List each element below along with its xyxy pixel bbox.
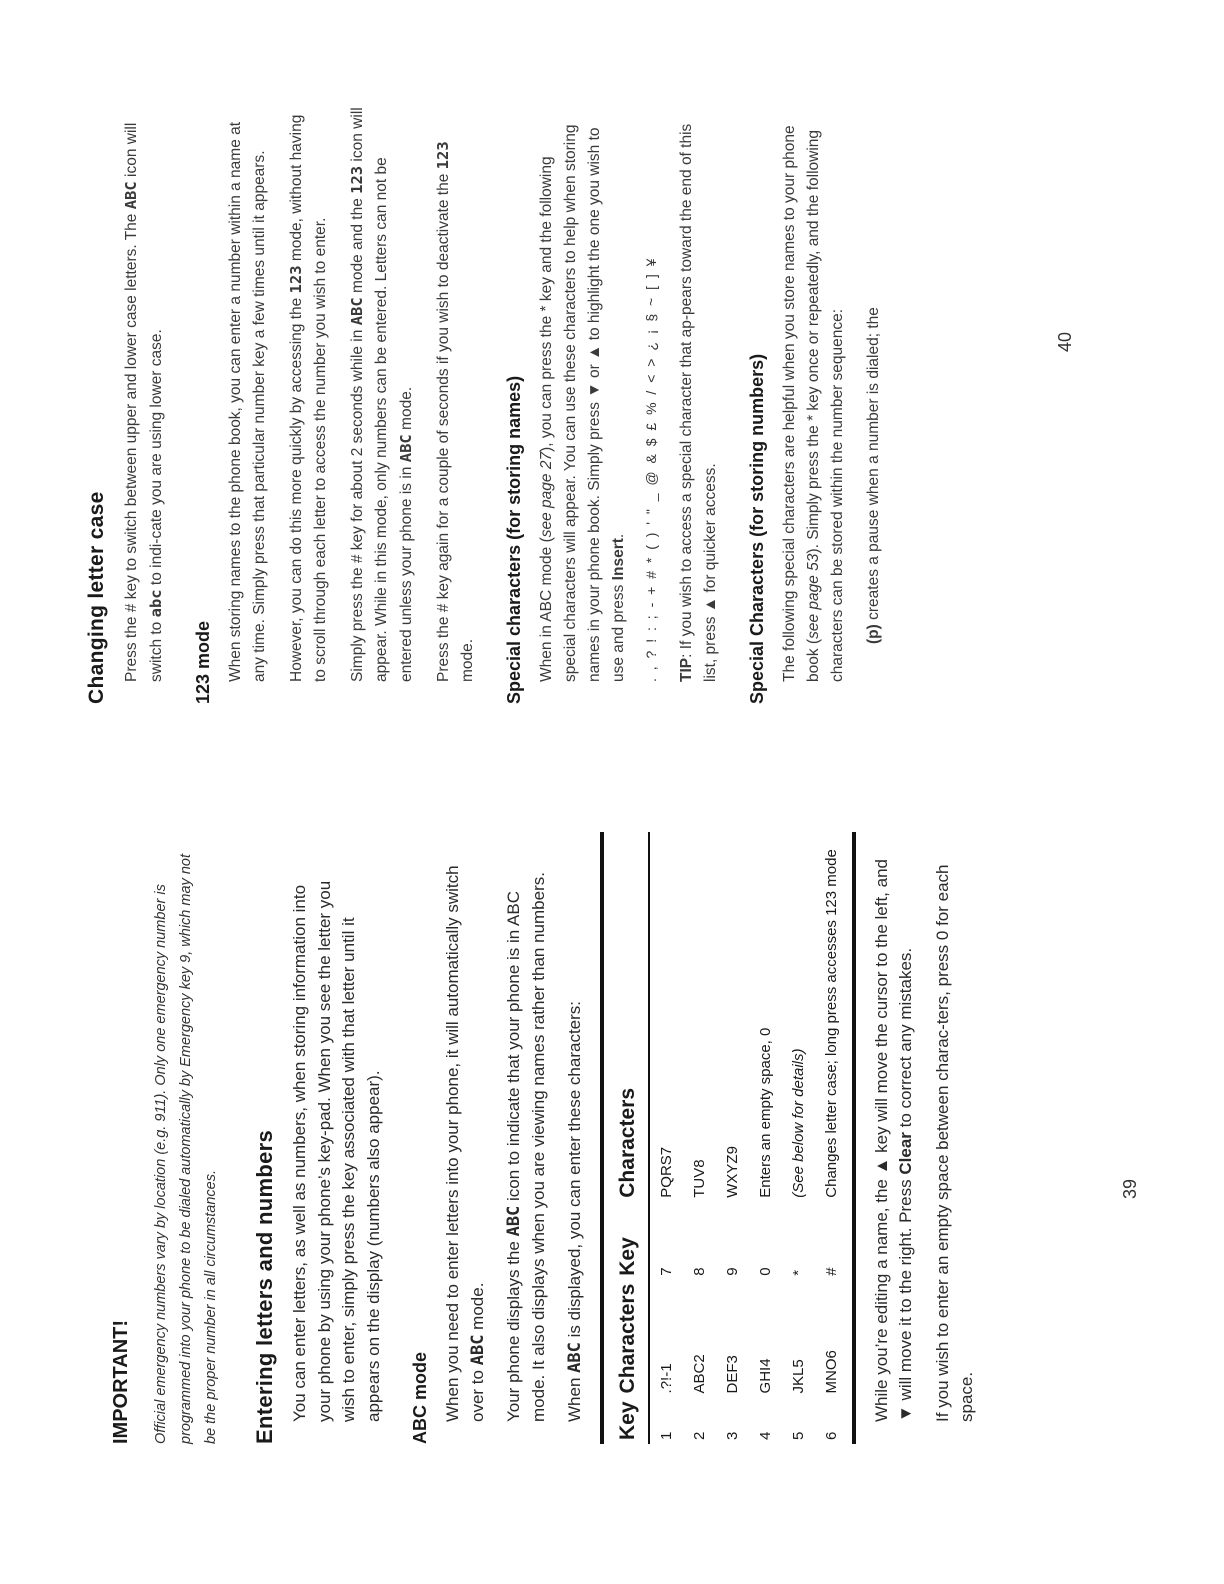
mode-123-paragraph-3	[345, 104, 419, 682]
abc-p1-text-a: When you need to enter letters into your phone, it will automatically switch over to	[443, 865, 487, 1422]
abc-lower-icon: abc	[147, 589, 165, 618]
table-cell: 9	[723, 1267, 741, 1276]
pause-text: creates a pause when a number is dialed; the	[865, 307, 882, 620]
mode-123-icon: 123	[434, 141, 452, 170]
abc-icon: ABC	[565, 1342, 585, 1373]
see-page-ref: see page 53	[805, 553, 822, 639]
case-text-b: icon will switch to	[123, 122, 165, 682]
table-cell: 7	[657, 1267, 675, 1276]
special-numbers-heading: Special Characters (for storing numbers)	[747, 353, 767, 704]
table-cell: 0	[756, 1267, 774, 1276]
table-cell: MNO6	[815, 1280, 854, 1398]
mode-123-heading: 123 mode	[193, 620, 213, 704]
special-characters-list: . , ? ! : ; - + # * ( ) ' " _ @ & $ £ % / < > ¿ ¡ § ~ [ ] ¥	[643, 256, 659, 682]
mode-123-paragraph-4	[431, 104, 480, 682]
left-column	[110, 849, 992, 1444]
abc-p2-text-a: Your phone displays the	[504, 1241, 523, 1422]
table-cell: (See below for details)	[789, 1048, 807, 1198]
table-header-key: Key	[602, 1202, 649, 1280]
table-cell: 8	[690, 1267, 708, 1276]
table-row	[782, 832, 815, 1444]
special-names-heading: Special characters (for storing names)	[504, 375, 524, 704]
special-names-paragraph	[535, 104, 631, 682]
table-row	[716, 832, 749, 1444]
table-cell: .?!-1	[657, 1363, 675, 1394]
important-heading: IMPORTANT!	[110, 1319, 132, 1444]
special-names-text-a: When in ABC mode (	[538, 537, 555, 682]
see-page-ref: see page 27	[538, 451, 555, 538]
table-cell: *	[789, 1269, 807, 1276]
table-header-characters: Characters	[602, 1280, 649, 1398]
table-cell: TUV8	[690, 1159, 708, 1198]
abc-icon: ABC	[122, 181, 140, 210]
special-numbers-text-a: The following special characters are helpful when you store names to your phone book (	[781, 125, 822, 682]
abc-paragraph-1	[441, 854, 490, 1422]
abc-p3-text-a: When	[565, 1377, 584, 1422]
table-cell: 2	[690, 1431, 708, 1440]
abc-icon: ABC	[467, 1334, 488, 1366]
mode-123-p2-text-a: However, you can do this more quickly by accessing the	[288, 297, 305, 682]
tip-label: TIP	[678, 657, 695, 682]
pause-paragraph	[862, 104, 886, 644]
tip-text: : If you wish to access a special character that ap-pears toward the end of this list, press ▲ for quicker access.	[678, 123, 719, 682]
table-cell: WXYZ9	[723, 1146, 741, 1198]
case-paragraph	[119, 104, 169, 682]
changing-case-heading: Changing letter case	[85, 491, 108, 704]
page-number: 40	[1055, 331, 1075, 352]
table-row	[815, 832, 854, 1444]
mode-123-p3-text-a: Simply press the # key for about 2 seconds while in	[349, 329, 366, 682]
abc-p3-text-b: is displayed, you can enter these characters:	[565, 1000, 584, 1338]
case-text-a: Press the # key to switch between upper and lower case letters. The	[123, 213, 140, 682]
section-title: Entering letters and numbers	[252, 1129, 277, 1444]
table-cell: 4	[756, 1431, 774, 1440]
mode-123-p2-text-b: mode, without having to scroll through each letter to access the number you wish to enter.	[288, 114, 329, 682]
special-names-text-b: ), you can press the * key and the following special characters will appear. You can use these characters to help when storing names in your phone book. Simply press ▼ or ▲ to highlight the one you wish to use and press	[538, 124, 627, 682]
table-cell: Enters an empty space, 0	[756, 1027, 774, 1198]
page-number: 39	[1120, 1178, 1140, 1199]
abc-p1-text-b: mode.	[467, 1282, 487, 1330]
table-row	[749, 832, 782, 1444]
intro-paragraph: You can enter letters, as well as numbers, when storing information into your phone by using your phone’s key-pad. When you see the letter you wish to enter, simply press the key associated with that letter until it appears on the display (numbers also appear).	[290, 880, 383, 1422]
abc-paragraph-2	[502, 854, 551, 1422]
space-paragraph: If you wish to enter an empty space between charac-ters, press 0 for each space.	[932, 864, 976, 1422]
insert-key-label: Insert	[610, 538, 627, 581]
table-cell: JKL5	[789, 1359, 807, 1394]
table-cell: Changes letter case; long press accesses 123 mode	[815, 832, 854, 1202]
tip-paragraph	[675, 104, 723, 682]
important-note: Official emergency numbers vary by location (e.g. 911). Only one emergency number is programmed into your phone to be dialed automatically by Emergency key 9, which may not be the proper number in all circumstances.	[153, 854, 219, 1444]
case-text-c: to indi-cate you are using lower case.	[148, 329, 165, 586]
edit-text-b: to correct any mistakes.	[896, 947, 915, 1128]
abc-icon: ABC	[397, 434, 415, 463]
mode-123-icon: 123	[348, 165, 366, 194]
mode-123-p3-text-b: mode and the	[349, 198, 366, 293]
table-row	[683, 832, 716, 1444]
special-numbers-paragraph	[778, 104, 850, 682]
mode-123-p4-text-b: mode.	[459, 638, 476, 682]
abc-paragraph-3	[563, 854, 588, 1422]
mode-123-p3-text-c: icon will appear. While in this mode, only numbers can be entered. Letters can not be entered unless your phone is in	[349, 107, 415, 682]
edit-text-a: While you’re editing a name, the ▲ key will move the cursor to the left, and ▼ will move it to the right. Press	[871, 859, 915, 1422]
table-cell: 5	[789, 1431, 807, 1440]
clear-key-label: Clear	[896, 1132, 915, 1175]
special-names-text-c: .	[610, 533, 627, 539]
table-header-key: Key	[602, 1397, 649, 1444]
table-cell: ABC2	[690, 1354, 708, 1394]
abc-mode-heading: ABC mode	[410, 1351, 430, 1444]
key-characters-table	[600, 832, 856, 1444]
table-cell: PQRS7	[657, 1146, 675, 1198]
mode-123-icon: 123	[287, 265, 305, 294]
table-row	[649, 832, 683, 1444]
pause-label: (p)	[865, 624, 882, 644]
page-39	[0, 792, 1224, 1584]
table-cell: GHI4	[756, 1358, 774, 1394]
table-header-characters: Characters	[602, 832, 649, 1202]
table-cell: DEF3	[723, 1355, 741, 1394]
table-cell: 3	[723, 1431, 741, 1440]
table-cell: 6	[815, 1397, 854, 1444]
special-numbers-text-b: ). Simply press the * key once or repeatedly, and the following characters can be stored within the number sequence:	[805, 129, 846, 682]
mode-123-p4-text-a: Press the # key again for a couple of seconds if you wish to deactivate the	[435, 173, 452, 682]
mode-123-p3-text-d: mode.	[398, 386, 415, 430]
mode-123-paragraph-2	[284, 104, 333, 682]
abc-icon: ABC	[504, 1205, 524, 1237]
table-cell: #	[815, 1202, 854, 1280]
edit-paragraph	[870, 854, 919, 1422]
abc-p2-text-b: icon to indicate that your phone is in ABC mode. It also displays when you are viewing names rather than numbers.	[504, 872, 548, 1422]
table-header-row	[602, 832, 649, 1444]
table-cell: 1	[657, 1431, 675, 1440]
right-column	[85, 104, 898, 704]
abc-icon: ABC	[348, 297, 366, 326]
mode-123-paragraph-1: When storing names to the phone book, you can enter a number within a name at any time. Simply press that particular number key a few times until it appears.	[227, 121, 268, 682]
